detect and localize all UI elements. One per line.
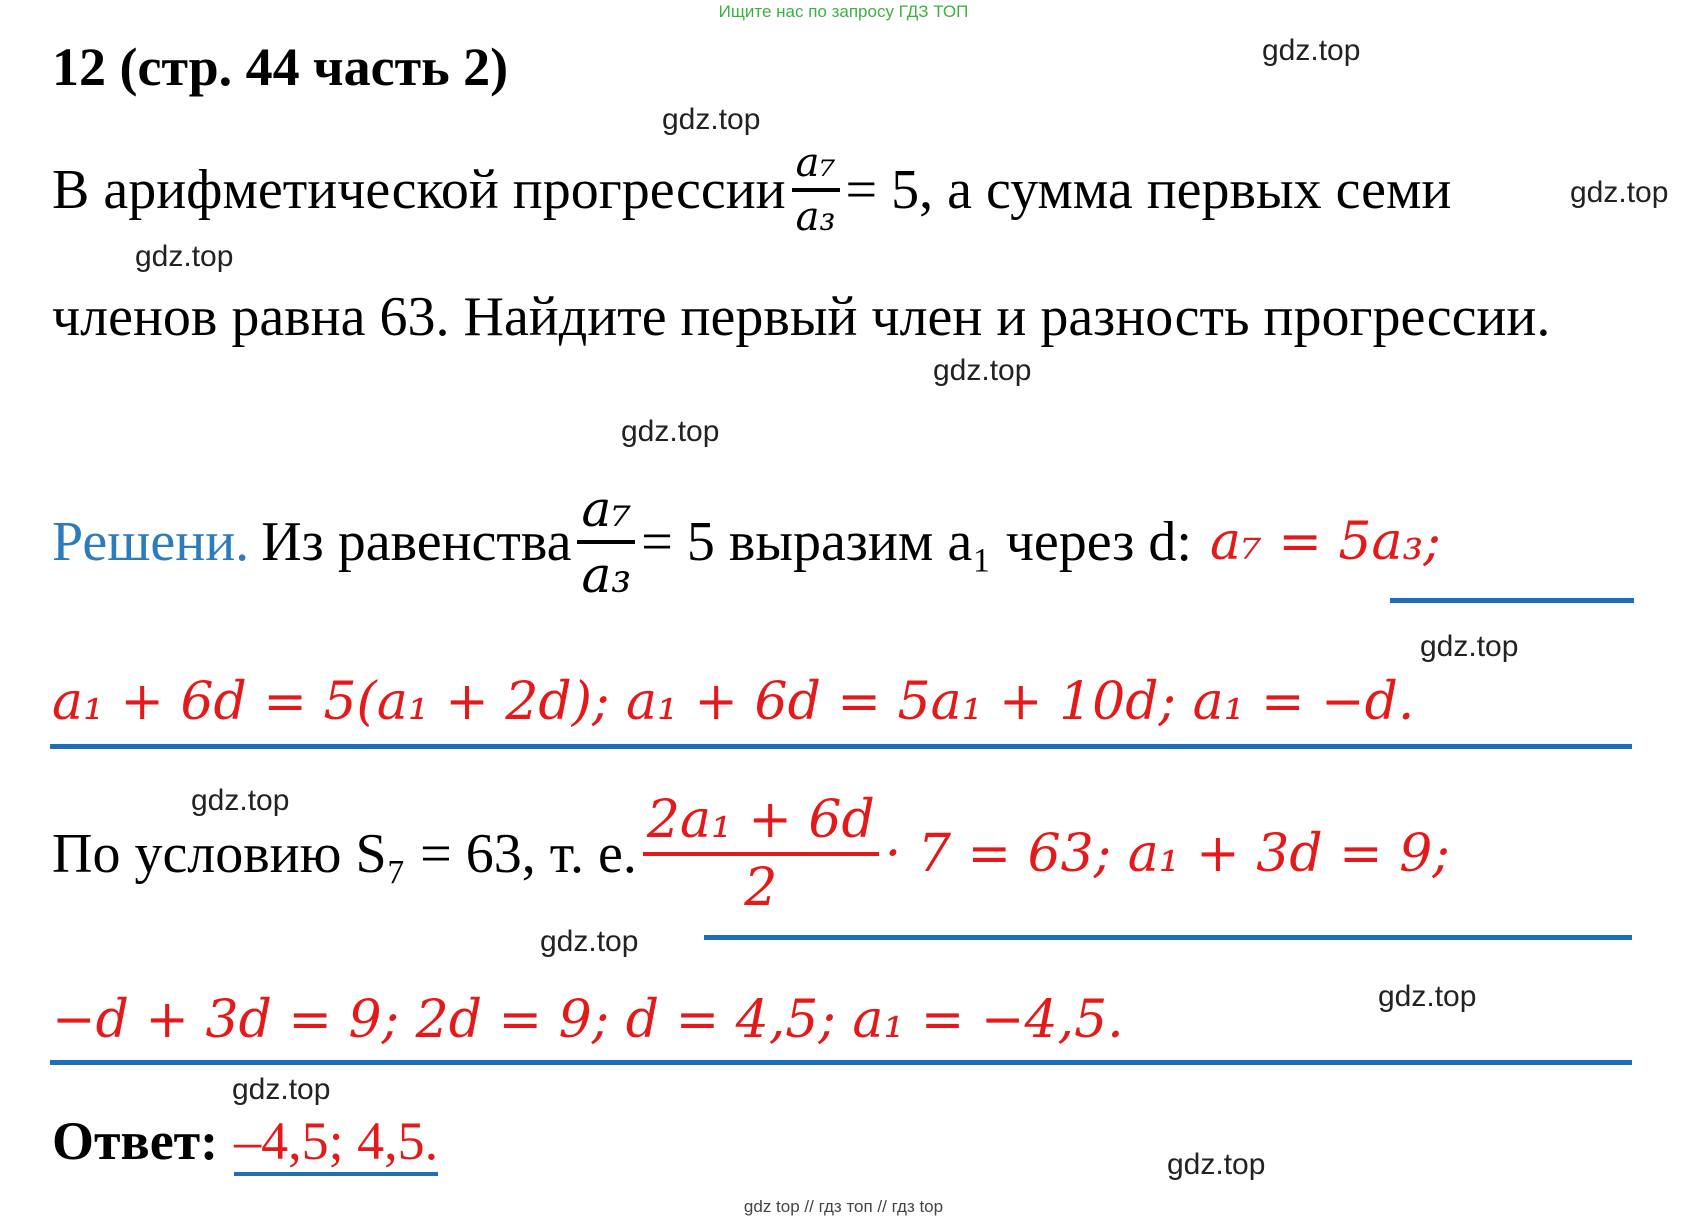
solution-line-1 [52,480,1441,604]
solution-label: Решени. [52,511,250,573]
watermark: gdz.top [191,784,290,817]
answer-row [52,1110,438,1176]
problem-line-2: членов равна 63. Найдите первый член и разность прогрессии. [52,286,1551,348]
fraction-numerator: a₇ [795,140,836,186]
watermark: gdz.top [933,354,1032,387]
problem-line-1-end: = 5, а сумма первых семи [845,159,1452,221]
solution-intro-end: = 5 выразим a₁ через d: [641,511,1192,573]
answer-value: –4,5; 4,5. [234,1110,438,1176]
underline-condition [704,935,1632,940]
watermark: gdz.top [540,925,639,958]
problem-fraction [792,140,840,240]
solution-fraction [577,480,635,604]
problem-line-1 [52,140,1451,240]
equation-3: −d + 3d = 9; 2d = 9; d = 4,5; a₁ = −4,5. [52,990,1124,1050]
equation-1: a₇ = 5a₃; [1209,512,1441,572]
watermark: gdz.top [1570,176,1669,209]
equation-2: a₁ + 6d = 5(a₁ + 2d); a₁ + 6d = 5a₁ + 10d; a₁ = −d. [52,672,1415,732]
underline-eq2 [50,744,1632,749]
fraction-denominator: a₃ [795,194,836,240]
watermark: gdz.top [232,1073,331,1106]
condition-start: По условию S₇ = 63, т. е. [52,823,637,885]
solution-intro: Из равенства [261,511,572,573]
search-banner: Ищите нас по запросу ГДЗ ТОП [718,2,969,21]
fraction-denominator: 2 [744,858,778,918]
condition-end: · 7 = 63; a₁ + 3d = 9; [884,824,1450,884]
watermark: gdz.top [1378,980,1477,1013]
underline-eq1 [1390,598,1634,603]
fraction-denominator: a₃ [581,546,632,604]
underline-eq3 [50,1060,1632,1065]
page-title: 12 (стр. 44 часть 2) [52,37,509,97]
watermark: gdz.top [1420,630,1519,663]
fraction-numerator: 2a₁ + 6d [646,790,875,850]
fraction-numerator: a₇ [581,480,632,538]
watermark: gdz.top [1262,34,1361,67]
watermark: gdz.top [1167,1148,1266,1181]
condition-fraction [643,790,879,918]
problem-line-1-start: В арифметической прогрессии [52,159,786,221]
watermark: gdz.top [662,103,761,136]
watermark: gdz.top [135,240,234,273]
watermark: gdz.top [621,415,720,448]
footer-watermark: gdz top // гдз топ // гдз top [743,1197,944,1216]
answer-label: Ответ: [52,1111,219,1171]
